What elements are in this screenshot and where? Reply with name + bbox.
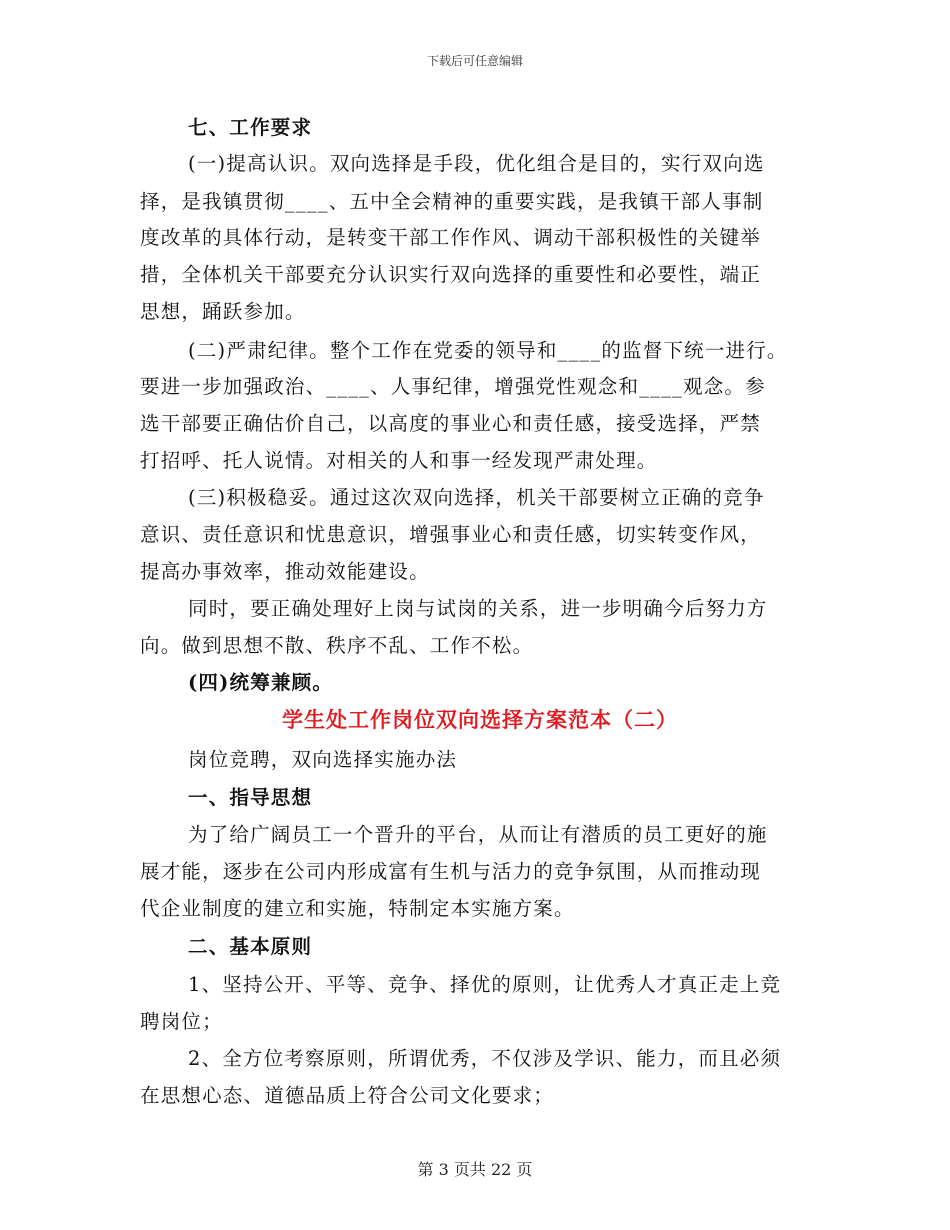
page-header-note: 下载后可任意编辑 — [426, 54, 523, 68]
page-footer: 第 3 页共 22 页 — [417, 1160, 533, 1179]
paragraph-line: 择，是我镇贯彻____、五中全会精神的重要实践，是我镇干部人事制 — [140, 190, 764, 213]
paragraph-line: 在思想心态、道德品质上符合公司文化要求； — [140, 1084, 555, 1107]
paragraph-line: 措，全体机关干部要充分认识实行双向选择的重要性和必要性，端正 — [140, 263, 762, 286]
paragraph-line: 打招呼、托人说情。对相关的人和事一经发现严肃处理。 — [140, 449, 658, 472]
paragraph-line: 思想，踊跃参加。 — [140, 300, 306, 323]
paragraph-line: 提高办事效率，推动效能建设。 — [140, 560, 430, 583]
item-four-heading: (四)统筹兼顾。 — [188, 671, 334, 694]
section-heading-work-requirements: 七、工作要求 — [188, 116, 313, 139]
paragraph-line: (三)积极稳妥。通过这次双向选择，机关干部要树立正确的竞争 — [188, 486, 765, 509]
paragraph-line: 选干部要正确估价自己，以高度的事业心和责任感，接受选择，严禁 — [140, 412, 762, 435]
paragraph-line: 向。做到思想不散、秩序不乱、工作不松。 — [140, 634, 534, 657]
heading-guiding-ideology: 一、指导思想 — [188, 786, 313, 809]
paragraph-line: 2、全方位考察原则，所谓优秀，不仅涉及学识、能力，而且必须 — [188, 1047, 782, 1070]
paragraph-line: 为了给广阔员工一个晋升的平台，从而让有潜质的员工更好的施 — [188, 823, 768, 846]
paragraph-line: 1、坚持公开、平等、竞争、择优的原则，让优秀人才真正走上竞 — [188, 973, 782, 996]
paragraph-line: 同时，要正确处理好上岗与试岗的关系，进一步明确今后努力方 — [188, 597, 768, 620]
paragraph-line: 度改革的具体行动，是转变干部工作作风、调动干部积极性的关键举 — [140, 226, 762, 249]
article-title: 学生处工作岗位双向选择方案范本（二） — [282, 707, 678, 732]
paragraph-line: 要进一步加强政治、____、人事纪律，增强党性观念和____观念。参 — [140, 375, 766, 398]
paragraph-line: 展才能，逐步在公司内形成富有生机与活力的竞争氛围，从而推动现 — [140, 860, 762, 883]
heading-basic-principles: 二、基本原则 — [188, 935, 313, 958]
paragraph-line: 意识、责任意识和忧患意识，增强事业心和责任感，切实转变作风， — [140, 523, 762, 546]
paragraph-line: (一)提高认识。双向选择是手段，优化组合是目的，实行双向选 — [188, 152, 765, 175]
paragraph-line: 聘岗位； — [140, 1010, 223, 1033]
paragraph-line: 代企业制度的建立和实施，特制定本实施方案。 — [140, 897, 575, 920]
article-subtitle: 岗位竞聘，双向选择实施办法 — [188, 748, 458, 771]
paragraph-line: (二)严肃纪律。整个工作在党委的领导和____的监督下统一进行。 — [188, 339, 788, 362]
